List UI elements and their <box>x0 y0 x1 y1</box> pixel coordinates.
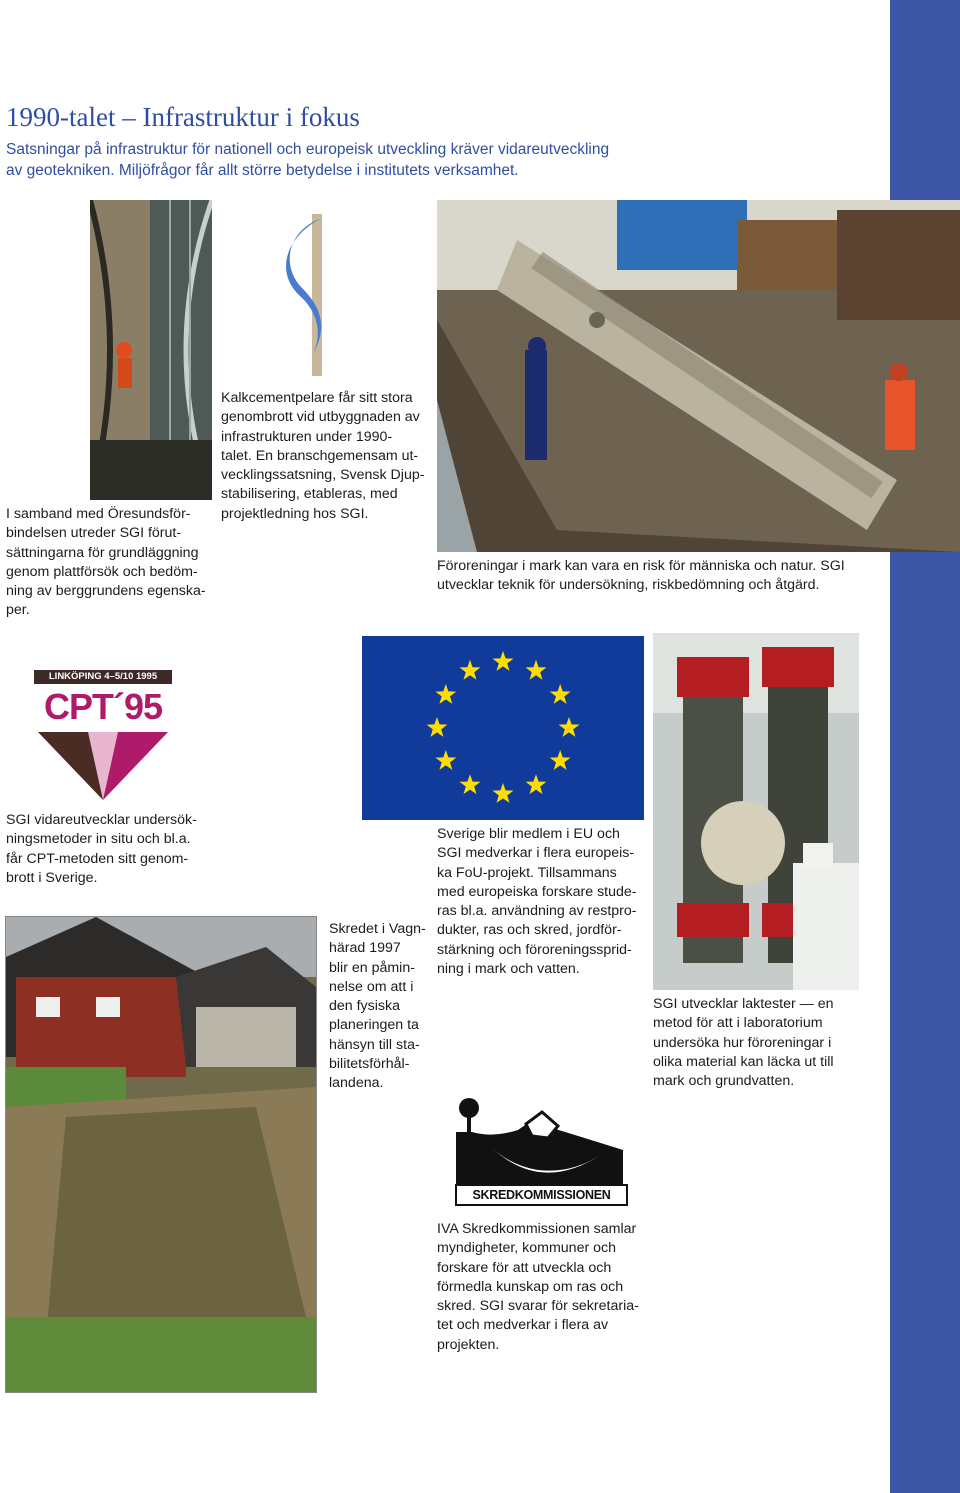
caption-line: Föroreningar i mark kan vara en risk för människa och natur. SGI <box>437 558 845 574</box>
eu-star-icon <box>550 750 571 770</box>
caption-line: brott i Sverige. <box>6 869 98 886</box>
eu-star-icon <box>526 774 547 794</box>
caption-line: planeringen ta <box>329 1017 419 1034</box>
caption-line: undersöka hur föroreningar i <box>653 1034 832 1051</box>
caption-line: myndigheter, kommuner och <box>437 1240 617 1257</box>
oresund-tunnel-photo <box>90 200 212 500</box>
cpt-caption <box>6 811 216 888</box>
caption-line: sättningarna för grundläggning <box>6 544 199 561</box>
svensk-djupstabilisering-logo <box>278 210 348 380</box>
caption-line: ka FoU-projekt. Tillsammans <box>437 864 617 881</box>
cpt95-date-label: LINKÖPING 4–5/10 1995 <box>34 670 172 684</box>
caption-line: får CPT-metoden sitt genom- <box>6 850 189 867</box>
eu-star-icon <box>435 684 456 704</box>
caption-line: stärkning och föroreningssprid- <box>437 941 632 958</box>
caption-line: infrastrukturen under 1990- <box>221 428 393 445</box>
leaching-test-photo <box>653 633 859 990</box>
skredkommissionen-label: SKREDKOMMISSIONEN <box>455 1184 628 1206</box>
landslide-photo <box>6 917 316 1392</box>
page-title: 1990-talet – Infrastruktur i fokus <box>6 102 360 132</box>
caption-line: talet. En branschgemensam ut- <box>221 447 419 464</box>
eu-star-icon <box>435 750 456 770</box>
caption-line: landena. <box>329 1075 384 1092</box>
fororeningar-caption <box>437 557 887 596</box>
caption-line: bilitetsförhål- <box>329 1056 410 1073</box>
caption-line: SGI vidareutvecklar undersök- <box>6 812 197 828</box>
caption-line: vecklingssatsning, Svensk Djup- <box>221 467 425 484</box>
caption-line: ning av berggrundens egenska- <box>6 583 206 600</box>
eu-star-icon <box>493 651 514 671</box>
caption-line: ningsmetoder in situ och bl.a. <box>6 831 191 848</box>
caption-line: forskare för att utveckla och <box>437 1259 612 1276</box>
caption-line: blir en påmin- <box>329 959 415 976</box>
caption-line: Kalkcementpelare får sitt stora <box>221 390 413 406</box>
tank-excavation-photo <box>437 200 960 552</box>
caption-line: bindelsen utreder SGI förut- <box>6 525 182 542</box>
eu-star-icon <box>493 783 514 803</box>
caption-line: ras bl.a. användning av restpro- <box>437 903 637 920</box>
caption-line: den fysiska <box>329 998 400 1015</box>
caption-line: metod för att i laboratorium <box>653 1015 823 1032</box>
eu-star-icon <box>550 684 571 704</box>
kalkcement-caption <box>221 389 436 524</box>
caption-line: tet och medverkar i flera av <box>437 1317 609 1334</box>
caption-line: projektledning hos SGI. <box>221 505 369 522</box>
caption-line: per. <box>6 602 30 619</box>
caption-line: genombrott vid utbyggnaden av <box>221 409 420 426</box>
eu-star-icon <box>427 717 448 737</box>
caption-line: hänsyn till sta- <box>329 1036 420 1053</box>
caption-line: Sverige blir medlem i EU och <box>437 826 620 842</box>
eu-star-icon <box>460 774 481 794</box>
caption-line: IVA Skredkommissionen samlar <box>437 1221 637 1237</box>
subtitle-line: Satsningar på infrastruktur för nationell och europeisk utveckling kräver vidareutveckling <box>6 141 610 158</box>
caption-line: härad 1997 <box>329 940 401 957</box>
caption-line: mark och grundvatten. <box>653 1073 795 1090</box>
eu-star-icon <box>526 660 547 680</box>
laktest-caption <box>653 995 863 1091</box>
eu-star-icon <box>460 660 481 680</box>
eu-caption <box>437 825 647 979</box>
eu-star-icon <box>559 717 580 737</box>
caption-line: ning i mark och vatten. <box>437 961 580 978</box>
skred-caption <box>329 920 429 1094</box>
skredkommissionen-logo <box>452 1094 627 1206</box>
cpt95-title: CPT´95 <box>43 686 163 727</box>
caption-line: utvecklar teknik för undersökning, riskbedömning och åtgärd. <box>437 577 820 594</box>
caption-line: stabilisering, etableras, med <box>221 486 398 503</box>
caption-line: nelse om att i <box>329 978 414 995</box>
caption-line: olika material kan läcka ut till <box>653 1053 834 1070</box>
subtitle-line: av geotekniken. Miljöfrågor får allt större betydelse i institutets verksamhet. <box>6 162 519 179</box>
caption-line: SGI medverkar i flera europeis- <box>437 845 635 862</box>
eu-flag <box>362 636 644 820</box>
caption-line: med europeiska forskare stude- <box>437 883 637 900</box>
cpt95-logo <box>34 670 172 800</box>
cpt95-triangle-icon <box>34 730 172 800</box>
oresund-caption <box>6 505 216 621</box>
caption-line: dukter, ras och skred, jordför- <box>437 922 622 939</box>
caption-line: SGI utvecklar laktester — en <box>653 996 834 1012</box>
caption-line: projekten. <box>437 1336 500 1353</box>
iva-caption <box>437 1220 657 1355</box>
landslide-house-icon <box>452 1094 627 1184</box>
caption-line: genom plattförsök och bedöm- <box>6 563 198 580</box>
caption-line: skred. SGI svarar för sekretaria- <box>437 1298 639 1315</box>
caption-line: förmedla kunskap om ras och <box>437 1278 624 1295</box>
caption-line: I samband med Öresundsför- <box>6 506 191 522</box>
page-subtitle <box>6 139 666 181</box>
caption-line: Skredet i Vagn- <box>329 921 426 937</box>
